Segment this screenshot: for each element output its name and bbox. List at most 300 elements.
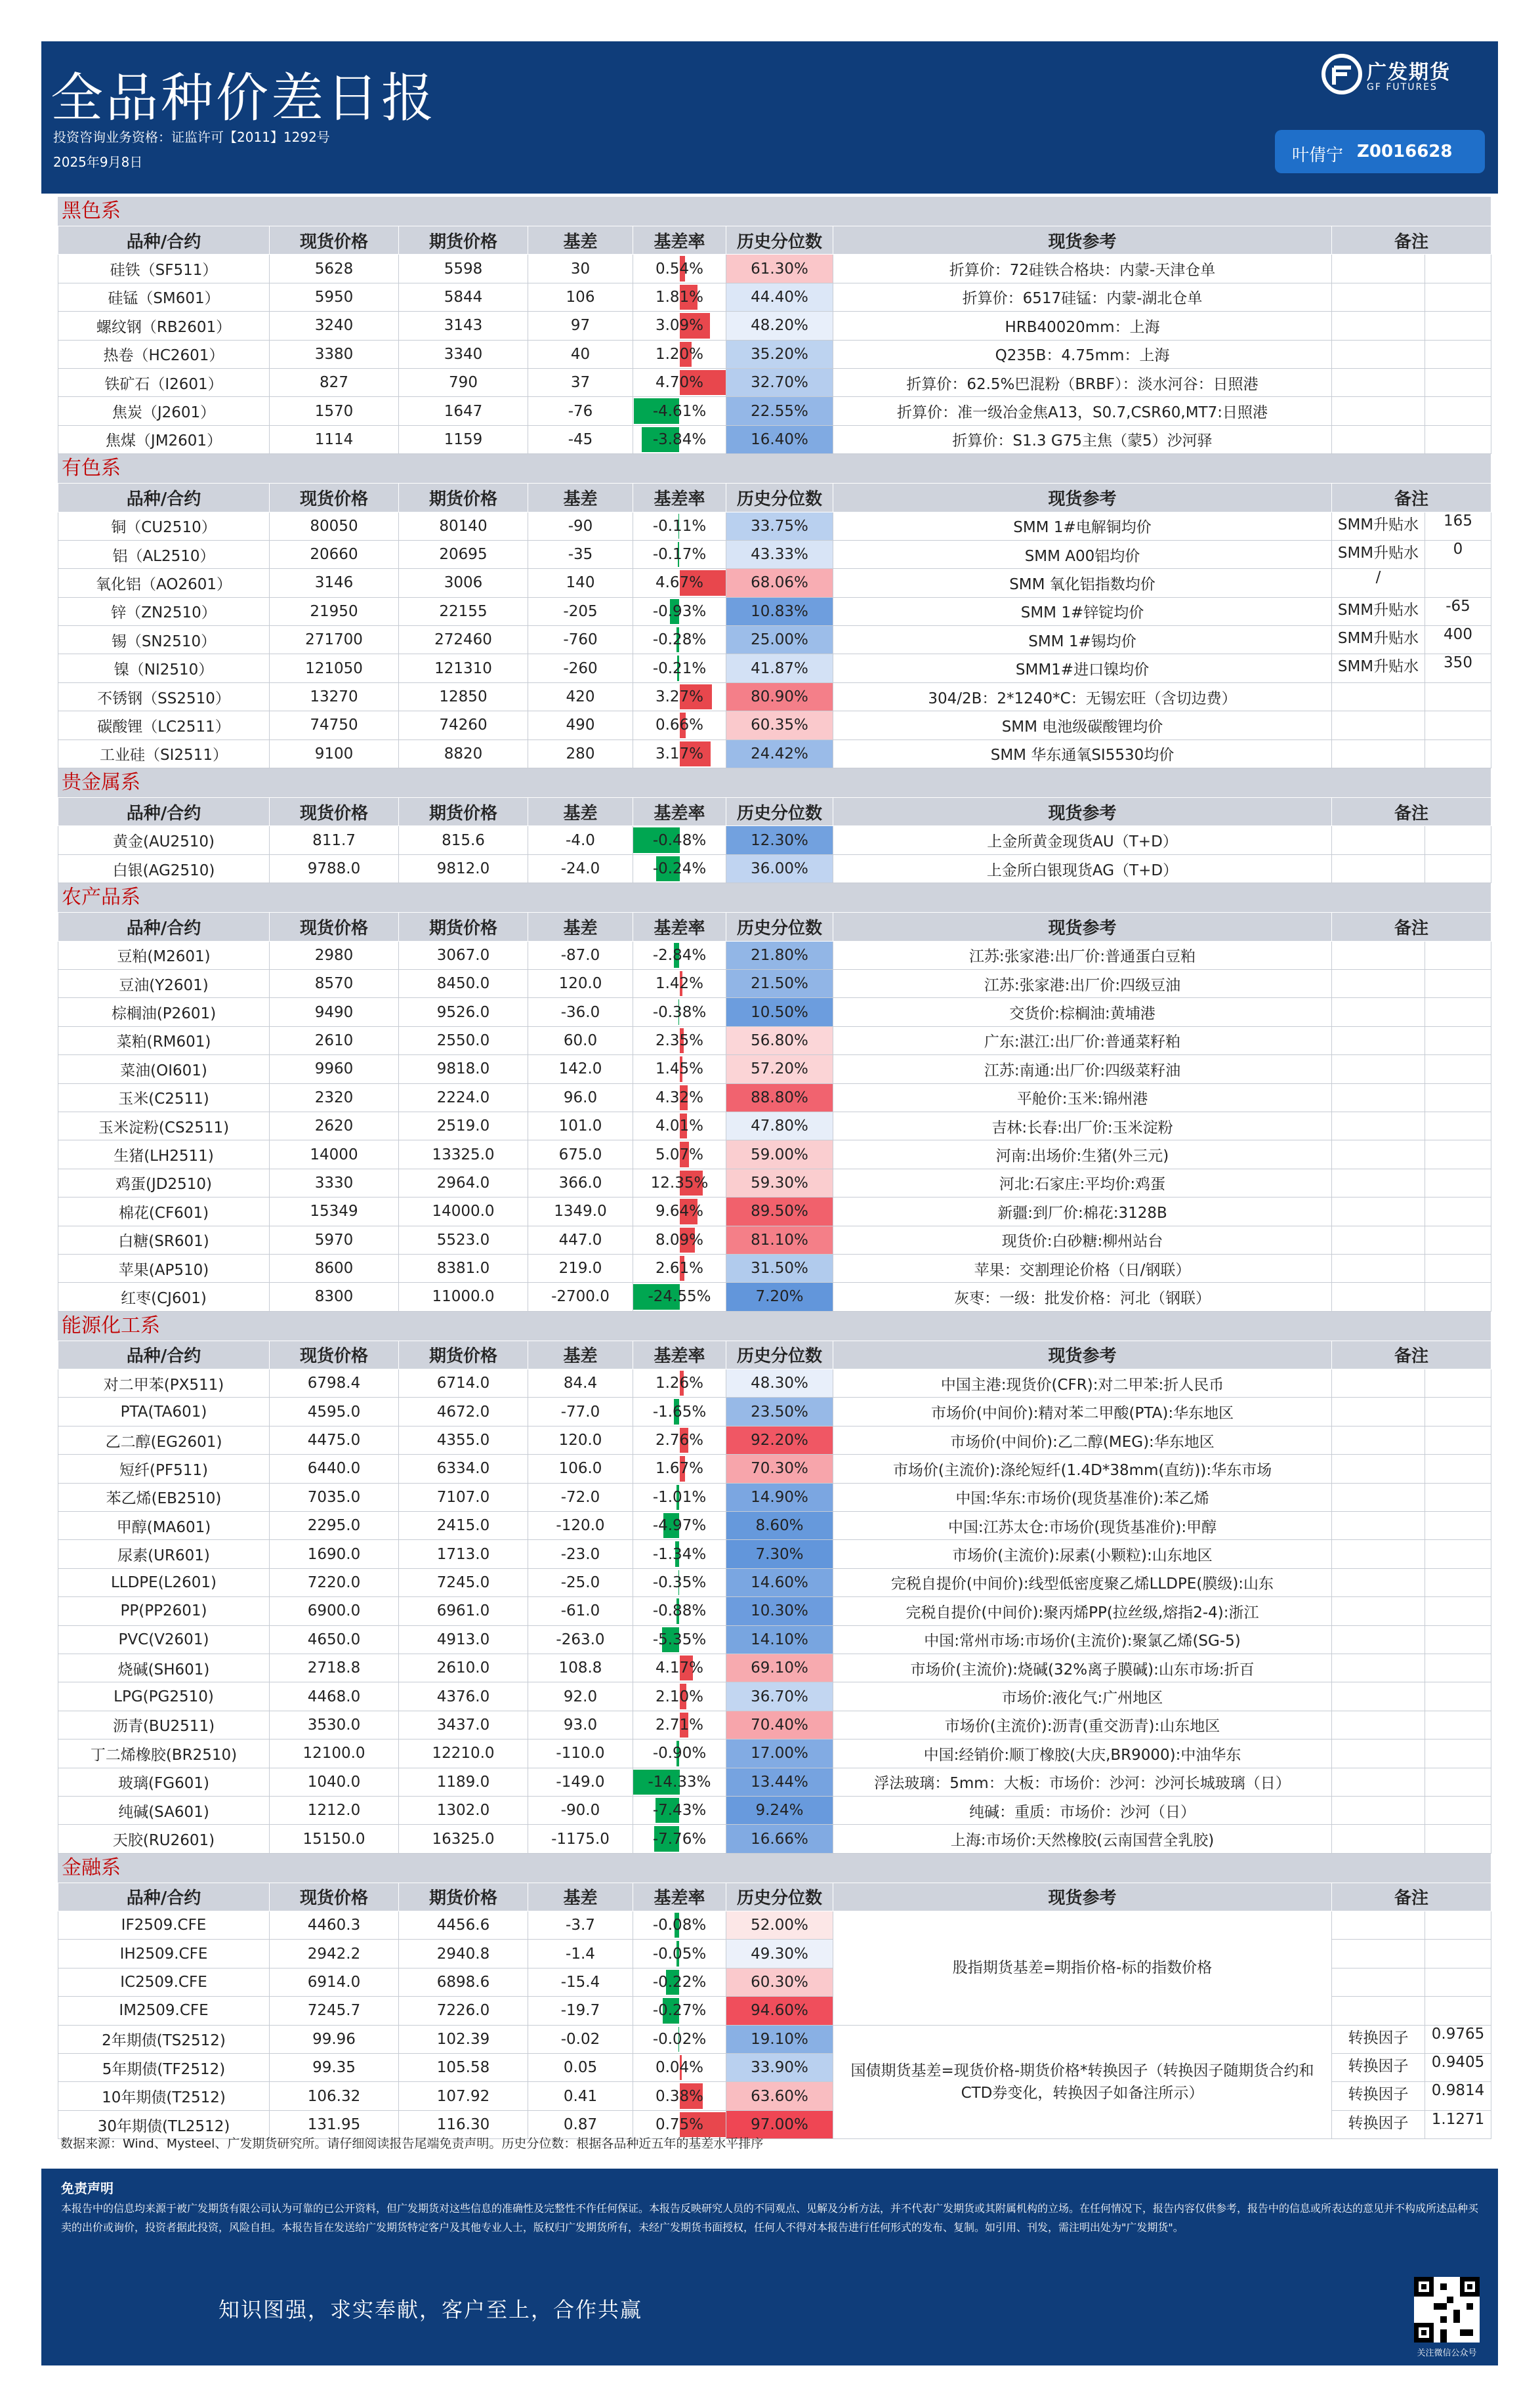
basis-rate-cell [633, 854, 726, 883]
basis-rate-value: 0.66% [655, 717, 704, 734]
spot-price: 2718.8 [270, 1654, 399, 1682]
note-value [1425, 1055, 1491, 1083]
contract-name: 纯碱(SA601) [58, 1796, 270, 1824]
contract-name: 黄金(AU2510) [58, 826, 270, 854]
spot-price: 3380 [270, 340, 399, 368]
column-header: 现货参考 [833, 484, 1332, 512]
note-cell [1332, 1940, 1491, 1968]
basis-rate-value: 1.67% [655, 1460, 704, 1478]
historical-percentile: 59.00% [726, 1140, 833, 1169]
basis-rate-cell [633, 312, 726, 340]
basis-rate-value: 0.75% [655, 2116, 704, 2134]
note-label [1332, 1797, 1425, 1824]
basis-value: 1349.0 [528, 1198, 633, 1226]
column-header: 现货价格 [270, 913, 399, 941]
note-value [1425, 1768, 1491, 1796]
note-inner [1332, 1398, 1491, 1425]
spot-price: 6914.0 [270, 1968, 399, 1996]
note-inner [1332, 1654, 1491, 1682]
futures-price: 9526.0 [399, 998, 528, 1026]
note-label [1332, 426, 1425, 453]
table-row [58, 1254, 1491, 1282]
note-cell [1332, 1083, 1491, 1112]
historical-percentile: 60.35% [726, 711, 833, 739]
historical-percentile: 56.80% [726, 1026, 833, 1054]
column-header: 基差率 [633, 1883, 726, 1911]
historical-percentile: 33.75% [726, 512, 833, 540]
historical-percentile: 23.50% [726, 1398, 833, 1426]
basis-rate-cell [633, 826, 726, 854]
basis-value: 219.0 [528, 1254, 633, 1282]
note-label [1332, 1112, 1425, 1140]
basis-rate-value: 8.09% [655, 1231, 704, 1249]
basis-value: 40 [528, 340, 633, 368]
note-inner [1332, 512, 1491, 540]
historical-percentile: 13.44% [726, 1768, 833, 1796]
note-cell [1332, 1739, 1491, 1768]
note-label: SMM升贴水 [1332, 541, 1425, 568]
spot-price: 121050 [270, 654, 399, 682]
basis-rate-cell [633, 1112, 726, 1140]
spot-reference: 中国:经销价:顺丁橡胶(大庆,BR9000):中油华东 [833, 1739, 1332, 1768]
spot-reference: 上金所黄金现货AU（T+D） [833, 826, 1332, 854]
contract-name: 30年期债(TL2512) [58, 2110, 270, 2138]
futures-price: 3006 [399, 569, 528, 597]
note-inner [1332, 1427, 1491, 1454]
note-value [1425, 1455, 1491, 1482]
spot-price: 4595.0 [270, 1398, 399, 1426]
basis-value: -760 [528, 626, 633, 654]
contract-name: 镍（NI2510） [58, 654, 270, 682]
note-label [1332, 312, 1425, 339]
category-header: 有色系 [58, 454, 1491, 483]
spot-reference: 中国:常州市场:市场价(主流价):聚氯乙烯(SG-5) [833, 1625, 1332, 1654]
table-row [58, 255, 1491, 283]
basis-value: -25.0 [528, 1568, 633, 1596]
basis-rate-cell [633, 1283, 726, 1311]
note-label [1332, 1997, 1425, 2024]
basis-rate-value: 1.45% [655, 1060, 704, 1078]
spot-reference: 上海:市场价:天然橡胶(云南国营全乳胶) [833, 1825, 1332, 1853]
column-header: 期货价格 [399, 913, 528, 941]
contract-name: 玉米(C2511) [58, 1083, 270, 1112]
column-header: 备注 [1332, 226, 1491, 255]
historical-percentile: 10.83% [726, 597, 833, 625]
futures-price: 105.58 [399, 2054, 528, 2082]
futures-price: 2940.8 [399, 1940, 528, 1968]
basis-rate-cell [633, 1911, 726, 1940]
column-header: 现货参考 [833, 1883, 1332, 1911]
note-inner [1332, 1682, 1491, 1710]
spot-reference: 现货价:白砂糖:柳州站台 [833, 1226, 1332, 1254]
futures-price: 4376.0 [399, 1682, 528, 1711]
basis-value: 106 [528, 283, 633, 311]
disclaimer-panel [41, 2169, 1498, 2365]
note-cell [1332, 1911, 1491, 1940]
basis-rate-cell [633, 283, 726, 311]
note-inner [1332, 2111, 1491, 2138]
note-cell [1332, 1140, 1491, 1169]
note-inner [1332, 1739, 1491, 1767]
spot-price: 12100.0 [270, 1739, 399, 1768]
historical-percentile: 10.30% [726, 1597, 833, 1625]
table-row [58, 1426, 1491, 1454]
note-inner [1332, 1112, 1491, 1140]
note-cell [1332, 340, 1491, 368]
futures-price: 22155 [399, 597, 528, 625]
column-header: 历史分位数 [726, 226, 833, 255]
note-label [1332, 1455, 1425, 1482]
table-row [58, 1026, 1491, 1054]
note-label: 转换因子 [1332, 2111, 1425, 2138]
basis-rate-cell [633, 969, 726, 997]
column-header: 备注 [1332, 798, 1491, 826]
basis-rate-value: -24.55% [648, 1288, 711, 1306]
column-header: 期货价格 [399, 484, 528, 512]
spot-reference: 折算价：72硅铁合格块：内蒙-天津仓单 [833, 255, 1332, 283]
basis-rate-value: 4.01% [655, 1117, 704, 1135]
basis-rate-value: -1.65% [652, 1403, 707, 1421]
note-inner [1332, 740, 1491, 768]
basis-rate-value: 2.71% [655, 1716, 704, 1734]
spot-reference: 市场价:液化气:广州地区 [833, 1682, 1332, 1711]
note-value [1425, 998, 1491, 1026]
table-row [58, 998, 1491, 1026]
futures-price: 6334.0 [399, 1455, 528, 1483]
historical-percentile: 36.70% [726, 1682, 833, 1711]
basis-value: 120.0 [528, 1426, 633, 1454]
note-inner [1332, 1169, 1491, 1197]
historical-percentile: 94.60% [726, 1997, 833, 2025]
table-row [58, 626, 1491, 654]
table-row [58, 1483, 1491, 1511]
column-header: 期货价格 [399, 1341, 528, 1369]
column-header: 历史分位数 [726, 798, 833, 826]
basis-rate-value: -14.33% [648, 1773, 711, 1791]
basis-value: -76 [528, 397, 633, 425]
spot-reference: 平舱价:玉米:锦州港 [833, 1083, 1332, 1112]
table-row [58, 1540, 1491, 1568]
basis-value: 280 [528, 739, 633, 768]
disclaimer-text: 本报告中的信息均来源于被广发期货有限公司认为可靠的已公开资料，但广发期货对这些信息的准确性及完整性不作任何保证。本报告反映研究人员的不同观点、见解及分析方法，并不代表广发期货或其附属机构的立场。在任何情况下，报告内容仅供参考，报告中的信息或所表达的意见并不构成所述品种买卖的出价或询价，投资者据此投资，风险自担。本报告旨在发送给广发期货特定客户及其他专业人士，版权归广发期货所有，未经广发期货书面授权，任何人不得对本报告进行任何形式的发布、复制。如引用、刊发，需注明出处为"广发期货"。 [61, 2202, 1479, 2234]
basis-rate-value: -0.35% [652, 1573, 707, 1591]
column-header: 备注 [1332, 484, 1491, 512]
note-inner [1332, 2054, 1491, 2081]
note-inner [1332, 654, 1491, 682]
historical-percentile: 48.30% [726, 1369, 833, 1398]
spot-price: 4650.0 [270, 1625, 399, 1654]
spot-price: 99.96 [270, 2025, 399, 2053]
note-inner [1332, 1198, 1491, 1225]
basis-value: 84.4 [528, 1369, 633, 1398]
column-header: 现货参考 [833, 913, 1332, 941]
spot-price: 2620 [270, 1112, 399, 1140]
spot-reference: 市场价(中间价):乙二醇(MEG):华东地区 [833, 1426, 1332, 1454]
basis-rate-cell [633, 1426, 726, 1454]
note-inner [1332, 1484, 1491, 1511]
basis-value: -24.0 [528, 854, 633, 883]
report-date: 2025年9月8日 [53, 154, 143, 170]
spot-price: 2942.2 [270, 1940, 399, 1968]
qr-label: 关注微信公众号 [1417, 2348, 1477, 2358]
basis-rate-cell [633, 1711, 726, 1739]
note-value [1425, 1968, 1491, 1996]
note-label [1332, 255, 1425, 282]
spot-reference: 折算价：准一级冶金焦A13，S0.7,CSR60,MT7:日照港 [833, 397, 1332, 425]
futures-price: 3143 [399, 312, 528, 340]
contract-name: 铝（AL2510） [58, 540, 270, 568]
futures-price: 3340 [399, 340, 528, 368]
futures-price: 2610.0 [399, 1654, 528, 1682]
table-row [58, 711, 1491, 739]
note-inner [1332, 1825, 1491, 1852]
futures-price: 4913.0 [399, 1625, 528, 1654]
basis-value: 366.0 [528, 1169, 633, 1197]
contract-name: IH2509.CFE [58, 1940, 270, 1968]
spot-price: 6440.0 [270, 1455, 399, 1483]
basis-value: 108.8 [528, 1654, 633, 1682]
contract-name: 5年期债(TF2512) [58, 2054, 270, 2082]
note-cell [1332, 826, 1491, 854]
table-row [58, 512, 1491, 540]
spot-reference: 市场价(主流价):烧碱(32%离子膜碱):山东市场:折百 [833, 1654, 1332, 1682]
futures-price: 121310 [399, 654, 528, 682]
contract-name: 2年期债(TS2512) [58, 2025, 270, 2053]
note-inner [1332, 1027, 1491, 1054]
futures-price: 8381.0 [399, 1254, 528, 1282]
basis-rate-value: -0.02% [652, 2030, 707, 2048]
column-header: 品种/合约 [58, 484, 270, 512]
note-inner [1332, 1597, 1491, 1625]
futures-price: 5598 [399, 255, 528, 283]
note-cell [1332, 1968, 1491, 1996]
note-cell [1332, 540, 1491, 568]
spot-price: 80050 [270, 512, 399, 540]
note-inner [1332, 1797, 1491, 1824]
note-label: SMM升贴水 [1332, 512, 1425, 540]
page-title: 全品种价差日报 [51, 68, 436, 129]
basis-value: 0.41 [528, 2082, 633, 2110]
historical-percentile: 7.20% [726, 1283, 833, 1311]
note-label: 转换因子 [1332, 2082, 1425, 2110]
note-inner [1332, 826, 1491, 854]
historical-percentile: 12.30% [726, 826, 833, 854]
basis-rate-cell [633, 1512, 726, 1540]
contract-name: 鸡蛋(JD2510) [58, 1169, 270, 1197]
column-header: 基差 [528, 913, 633, 941]
spot-price: 9788.0 [270, 854, 399, 883]
table-row [58, 1083, 1491, 1112]
basis-rate-value: 4.32% [655, 1089, 704, 1106]
table-row [58, 2025, 1491, 2053]
note-value [1425, 1569, 1491, 1596]
note-label [1332, 855, 1425, 883]
contract-name: 碳酸锂（LC2511） [58, 711, 270, 739]
futures-price: 2415.0 [399, 1512, 528, 1540]
basis-rate-value: -4.61% [652, 402, 707, 420]
spot-price: 8300 [270, 1283, 399, 1311]
table-header-row [58, 913, 1491, 941]
basis-value: -77.0 [528, 1398, 633, 1426]
note-inner [1332, 255, 1491, 282]
table-row [58, 1455, 1491, 1483]
historical-percentile: 47.80% [726, 1112, 833, 1140]
note-label [1332, 1226, 1425, 1254]
historical-percentile: 68.06% [726, 569, 833, 597]
table-row [58, 941, 1491, 969]
column-header: 基差率 [633, 1341, 726, 1369]
note-inner [1332, 1968, 1491, 1996]
spot-reference: SMM A00铝均价 [833, 540, 1332, 568]
column-header: 基差率 [633, 913, 726, 941]
note-value [1425, 283, 1491, 311]
historical-percentile: 16.66% [726, 1825, 833, 1853]
basis-rate-cell [633, 2025, 726, 2053]
note-inner [1332, 683, 1491, 711]
spot-reference: SMM 1#锡均价 [833, 626, 1332, 654]
note-label: SMM升贴水 [1332, 626, 1425, 654]
contract-name: 10年期债(T2512) [58, 2082, 270, 2110]
note-value [1425, 970, 1491, 997]
note-cell [1332, 1654, 1491, 1682]
note-label [1332, 711, 1425, 739]
basis-rate-value: 0.54% [655, 260, 704, 278]
contract-name: 苯乙烯(EB2510) [58, 1483, 270, 1511]
table-row [58, 654, 1491, 682]
historical-percentile: 36.00% [726, 854, 833, 883]
column-header: 历史分位数 [726, 1341, 833, 1369]
futures-price: 2224.0 [399, 1083, 528, 1112]
spot-reference: 完税自提价(中间价):聚丙烯PP(拉丝级,熔指2-4):浙江 [833, 1597, 1332, 1625]
basis-rate-cell [633, 1940, 726, 1968]
basis-rate-cell [633, 397, 726, 425]
note-cell [1332, 682, 1491, 711]
basis-rate-cell [633, 1198, 726, 1226]
spot-reference: 苹果：交割理论价格（日/钢联） [833, 1254, 1332, 1282]
spot-reference: 河北:石家庄:平均价:鸡蛋 [833, 1169, 1332, 1197]
basis-rate-value: -0.28% [652, 631, 707, 649]
column-header: 品种/合约 [58, 1883, 270, 1911]
historical-percentile: 14.10% [726, 1625, 833, 1654]
basis-rate-cell [633, 1026, 726, 1054]
table-row [58, 540, 1491, 568]
logo-subtext: GF FUTURES [1367, 82, 1438, 93]
futures-price: 1647 [399, 397, 528, 425]
basis-rate-value: -0.22% [652, 1974, 707, 1991]
basis-rate-value: 2.10% [655, 1688, 704, 1705]
column-header: 现货价格 [270, 1883, 399, 1911]
spot-price: 3146 [270, 569, 399, 597]
note-cell [1332, 283, 1491, 311]
note-inner [1332, 1226, 1491, 1254]
historical-percentile: 9.24% [726, 1796, 833, 1824]
basis-rate-value: 4.70% [655, 374, 704, 392]
basis-value: -205 [528, 597, 633, 625]
spot-reference: 中国:华东:市场价(现货基准价):苯乙烯 [833, 1483, 1332, 1511]
spot-reference: 折算价：6517硅锰：内蒙-湖北仓单 [833, 283, 1332, 311]
historical-percentile: 14.90% [726, 1483, 833, 1511]
note-value [1425, 1398, 1491, 1425]
table-row [58, 1198, 1491, 1226]
column-header: 期货价格 [399, 798, 528, 826]
spread-table [58, 483, 1491, 768]
note-value [1425, 855, 1491, 883]
contract-name: PVC(V2601) [58, 1625, 270, 1654]
basis-rate-cell [633, 998, 726, 1026]
note-value [1425, 1198, 1491, 1225]
note-inner [1332, 1940, 1491, 1967]
historical-percentile: 19.10% [726, 2025, 833, 2053]
basis-value: 675.0 [528, 1140, 633, 1169]
qualification-text: 投资咨询业务资格：证监许可【2011】1292号 [53, 129, 330, 145]
qr-code-icon[interactable] [1414, 2277, 1480, 2343]
basis-rate-value: -0.38% [652, 1003, 707, 1021]
basis-value: -2700.0 [528, 1283, 633, 1311]
spot-price: 6900.0 [270, 1597, 399, 1625]
basis-value: 93.0 [528, 1711, 633, 1739]
note-value [1425, 369, 1491, 396]
contract-name: 沥青(BU2511) [58, 1711, 270, 1739]
note-cell [1332, 1597, 1491, 1625]
column-header: 历史分位数 [726, 1883, 833, 1911]
table-row [58, 1911, 1491, 1940]
basis-rate-cell [633, 512, 726, 540]
note-value [1425, 426, 1491, 453]
contract-name: IM2509.CFE [58, 1997, 270, 2025]
contract-name: 天胶(RU2601) [58, 1825, 270, 1853]
basis-value: 0.87 [528, 2110, 633, 2138]
basis-value: 97 [528, 312, 633, 340]
spot-price: 15349 [270, 1198, 399, 1226]
basis-value: 30 [528, 255, 633, 283]
spot-reference: 股指期货基差=期指价格-标的指数价格 [833, 1911, 1332, 2026]
note-label: SMM升贴水 [1332, 654, 1425, 682]
basis-rate-cell [633, 1568, 726, 1596]
historical-percentile: 92.20% [726, 1426, 833, 1454]
note-inner [1332, 711, 1491, 739]
column-header: 备注 [1332, 1341, 1491, 1369]
note-cell [1332, 1169, 1491, 1197]
spot-reference: 折算价：S1.3 G75主焦（蒙5）沙河驿 [833, 425, 1332, 453]
table-row [58, 1625, 1491, 1654]
futures-price: 5844 [399, 283, 528, 311]
historical-percentile: 21.50% [726, 969, 833, 997]
spot-reference: 市场价(主流价):沥青(重交沥青):山东地区 [833, 1711, 1332, 1739]
basis-value: 0.05 [528, 2054, 633, 2082]
note-cell [1332, 1055, 1491, 1083]
note-value: 1.1271 [1431, 2110, 1485, 2128]
contract-name: 菜粕(RM601) [58, 1026, 270, 1054]
note-cell [1332, 1997, 1491, 2025]
contract-name: 工业硅（SI2511） [58, 739, 270, 768]
note-value [1425, 942, 1491, 969]
table-row [58, 1226, 1491, 1254]
note-value [1425, 1682, 1491, 1710]
contract-name: 烧碱(SH601) [58, 1654, 270, 1682]
basis-value: -61.0 [528, 1597, 633, 1625]
note-label [1332, 1084, 1425, 1112]
table-row [58, 1140, 1491, 1169]
note-label [1332, 1968, 1425, 1996]
spot-price: 8570 [270, 969, 399, 997]
futures-price: 1713.0 [399, 1540, 528, 1568]
contract-name: 铜（CU2510） [58, 512, 270, 540]
spot-price: 3330 [270, 1169, 399, 1197]
note-inner [1332, 1540, 1491, 1568]
historical-percentile: 57.20% [726, 1055, 833, 1083]
basis-value: -260 [528, 654, 633, 682]
category-header: 贵金属系 [58, 768, 1491, 797]
